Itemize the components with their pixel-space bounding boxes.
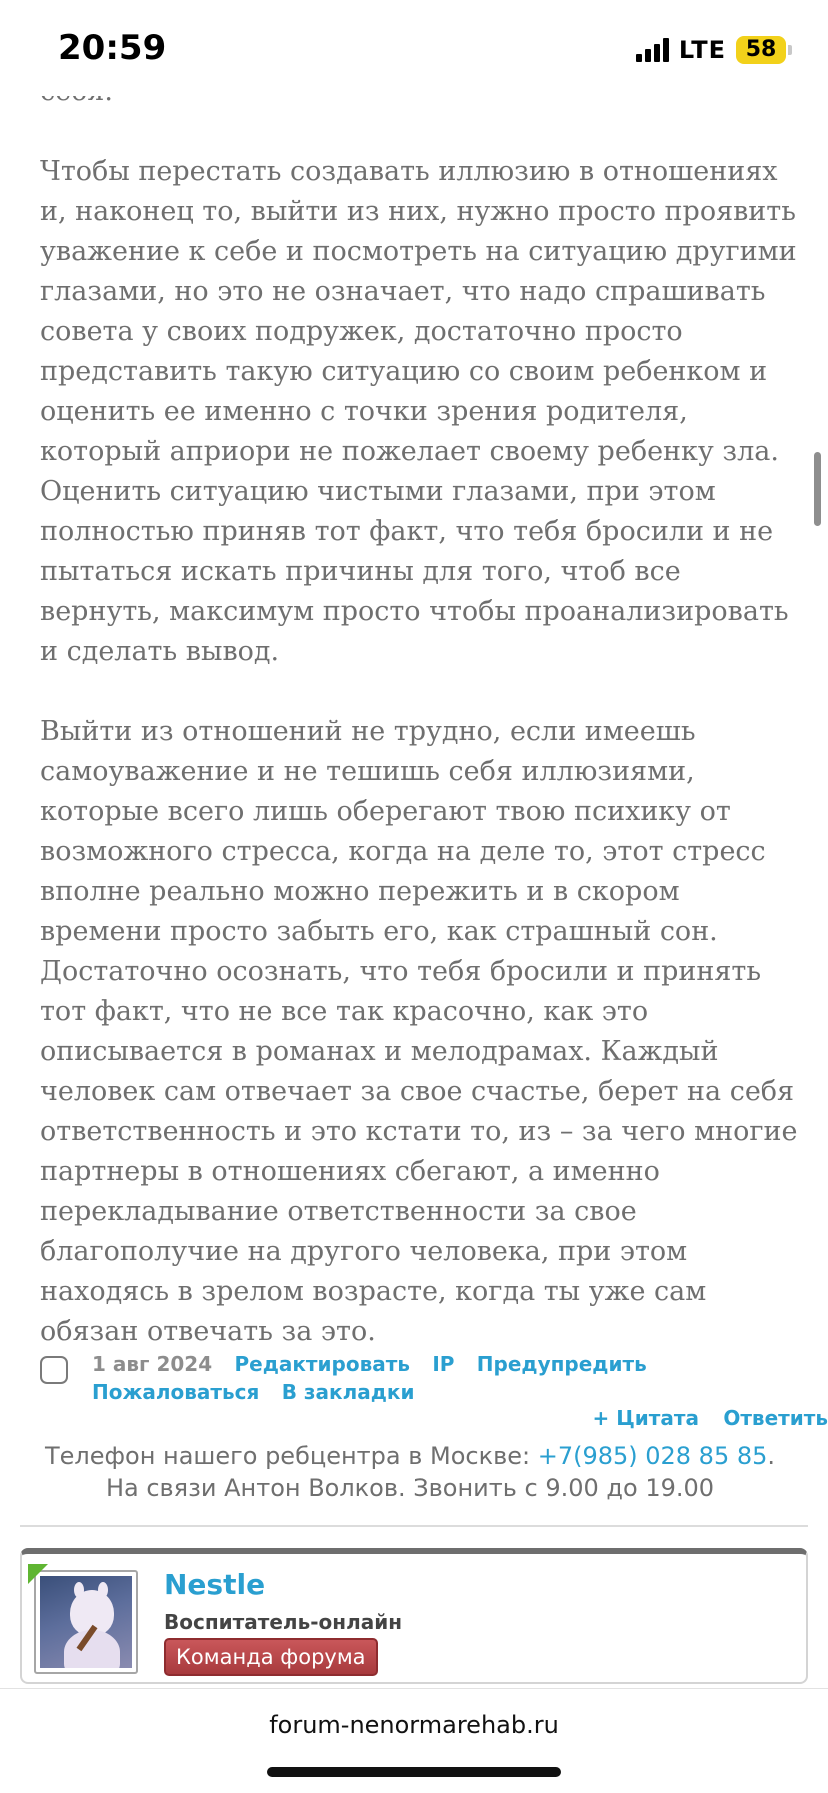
report-link[interactable]: Пожаловаться — [92, 1380, 259, 1404]
browser-bottom-bar — [0, 1688, 828, 1793]
edit-link[interactable]: Редактировать — [234, 1352, 410, 1376]
network-type: LTE — [679, 36, 726, 64]
status-bar — [0, 0, 828, 96]
signature-text-after: . На связи Антон Волков. Звонить с 9.00 до 19.00 — [106, 1442, 775, 1502]
address-bar[interactable]: forum-nenormarehab.ru — [0, 1711, 828, 1739]
signature — [40, 1440, 780, 1504]
post-actions — [575, 1406, 828, 1430]
scrollbar[interactable] — [814, 452, 821, 526]
phone-link[interactable]: +7(985) 028 85 85 — [538, 1442, 768, 1470]
reply-button[interactable]: Ответить — [723, 1406, 828, 1430]
status-indicators — [636, 36, 792, 64]
author-card — [20, 1548, 808, 1684]
quote-button[interactable]: + Цитата — [593, 1406, 699, 1430]
select-post-checkbox[interactable] — [40, 1356, 68, 1384]
battery-level: 58 — [736, 36, 786, 64]
author-role: Воспитатель-онлайн — [164, 1610, 402, 1634]
team-badge: Команда форума — [164, 1638, 378, 1676]
post-date: 1 авг 2024 — [92, 1352, 212, 1376]
cellular-signal-icon — [636, 38, 669, 62]
avatar[interactable] — [34, 1570, 138, 1674]
signature-text-before: Телефон нашего ребцентра в Москве: — [45, 1442, 538, 1470]
post-meta-line — [92, 1350, 792, 1406]
status-time: 20:59 — [58, 28, 166, 68]
post-body — [40, 72, 800, 1392]
warn-link[interactable]: Предупредить — [477, 1352, 647, 1376]
post-paragraph: Чтобы перестать создавать иллюзию в отношениях и, наконец то, выйти из них, нужно просто проявить уважение к себе и посмотреть на ситуацию другими глазами, но это не означает, что надо спрашивать совета у своих подружек, достаточно просто представить такую ситуацию со своим ребенком и оценить ее именно с точки зрения родителя, который априори не пожелает своему ребенку зла. Оценить ситуацию чистыми глазами, при этом полностью приняв тот факт, что тебя бросили и не пытаться искать причины для того, чтоб все вернуть, максимум просто чтобы проанализировать и сделать вывод. — [40, 152, 800, 672]
home-indicator[interactable] — [267, 1767, 561, 1777]
moomin-avatar-icon — [40, 1576, 132, 1668]
post-paragraph: Выйти из отношений не трудно, если имеешь самоуважение и не тешишь себя иллюзиями, которые всего лишь оберегают твою психику от возможного стресса, когда на деле то, этот стресс вполне реально можно пережить и в скором времени просто забыть его, как страшный сон. Достаточно осознать, что тебя бросили и принять тот факт, что не все так красочно, как это описывается в романах и мелодрамах. Каждый человек сам отвечает за свое счастье, берет на себя ответственность и это кстати то, из – за чего многие партнеры в отношениях сбегают, а именно перекладывание ответственности за свое благополучие на другого человека, при этом находясь в зрелом возрасте, когда ты уже сам обязан отвечать за это. — [40, 712, 800, 1352]
post-divider — [20, 1525, 808, 1527]
online-indicator-icon — [28, 1564, 48, 1584]
battery-icon — [736, 36, 792, 64]
author-name[interactable]: Nestle — [164, 1568, 265, 1601]
ip-link[interactable]: IP — [432, 1352, 454, 1376]
bookmark-link[interactable]: В закладки — [282, 1380, 415, 1404]
